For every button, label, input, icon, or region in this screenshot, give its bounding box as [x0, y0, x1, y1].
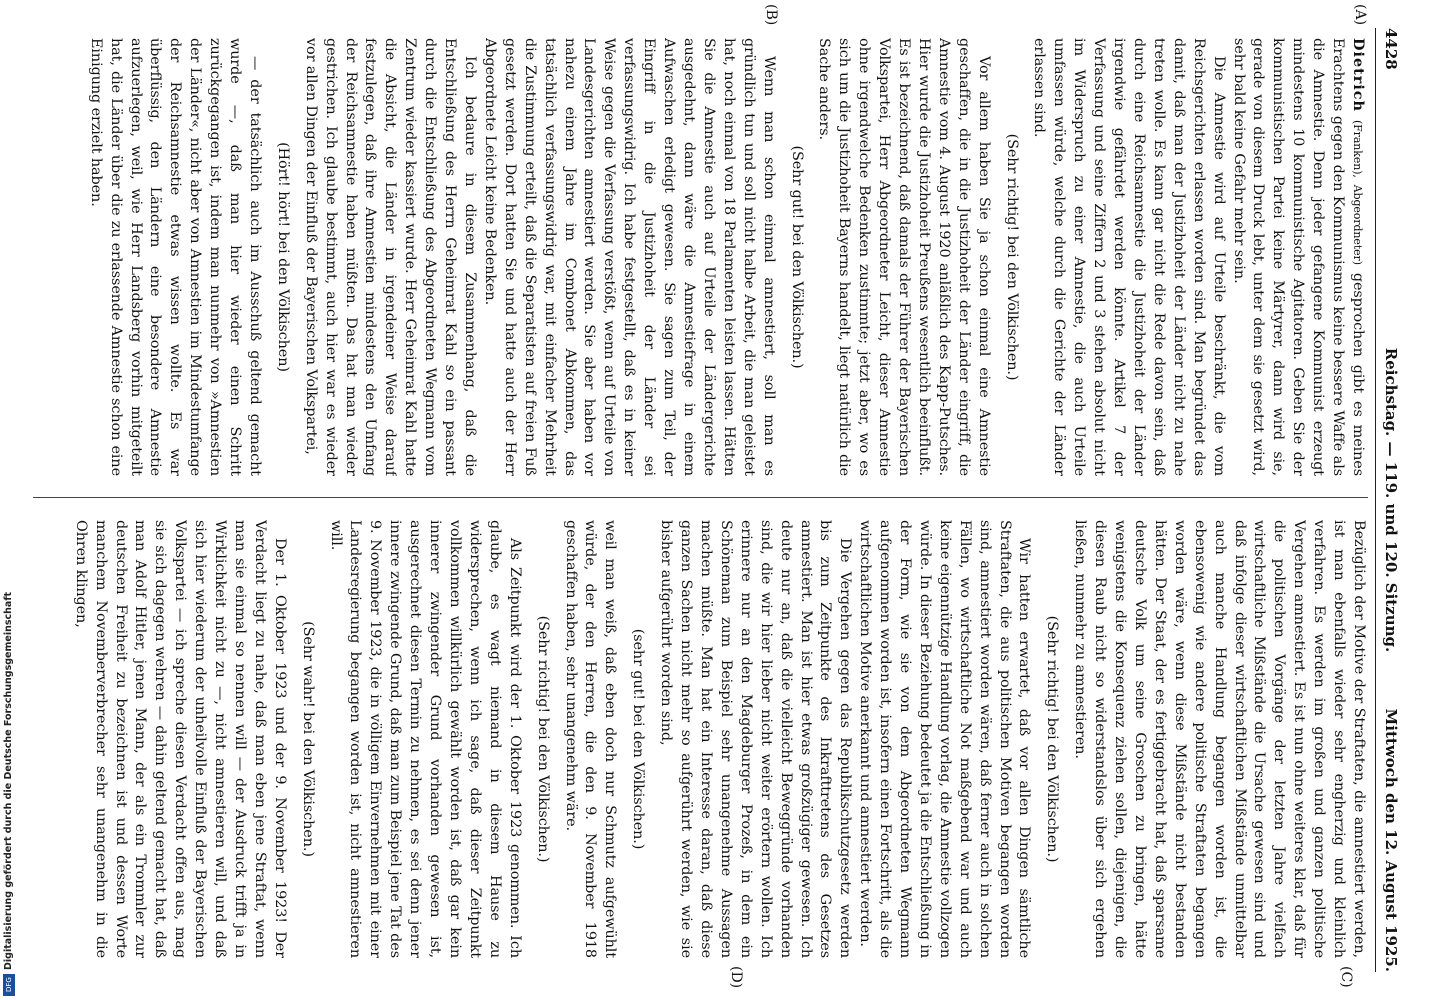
left-column — [38, 38, 1368, 476]
column-divider — [33, 497, 1368, 498]
speaker-name: Dietrich — [1350, 38, 1367, 113]
paragraph: Ich bedaure in diesem Zusammenhang, daß die Entschließung des Herrn Geheimrat Kahl so ein passant durch die Entschließung des Abgeordneten Wegmann vom Zentrum wieder kassiert wurde. Herr Geheimrat Kahl hatte die Absicht, die Länder in irgendeiner Weise darauf festzulegen, daß ihre Amnestien mindestens den Umfang der Reichsamnestie haben müßten. Das hat man wieder gestrichen. Ich glaube bestimmt, auch hier war es wieder vor allen Dingen der Einfluß der Bayerischen Volkspartei, — [302, 38, 479, 476]
paragraph: Als Zeitpunkt wird der 1. Oktober 1923 genommen. Ich glaube, es wagt niemand in diesem Hause zu widersprechen, wenn ich sage, daß dieser Zeitpunkt vollkommen willkürlich gewählt worden ist, daß gar kein innerer zwingender Grund vorhanden gewesen ist, ausgerechnet diesen Termin zu nehmen, es sei denn jener innere zwingende Grund, daß man zum Beispiel jene Tat des 9. November 1923, die in völligem Einvernehmen mit einer Landesregierung begangen worden ist, nicht amnestieren will. — [327, 520, 523, 958]
interjection: (sehr gut! bei den Völkischen.) — [630, 628, 647, 850]
paragraph: Dietrich (Franken), Abgeordneter) gesprochen gibt es meines Erachtens gegen den Kommunismus keine bessere Waffe als die Amnestie. Denn jeder gefangene Kommunist erzeugt mindestens 10 kommunistische Agitatoren. Geben Sie der kommunistischen Partei keine Märtyrer, dann wird sie, gerade von diesem Druck lebt, unter dem sie gesetzt wird, sehr bald keine Gefahr mehr sein. — [1230, 38, 1367, 476]
margin-marker-d: (D) — [728, 966, 744, 989]
interjection: (Sehr richtig! bei den Völkischen.) — [1044, 615, 1061, 863]
paragraph: weil man weiß, daß eben doch nur Schmutz aufgewühlt würde, der den Herren, die den 9. November 1918 geschaffen haben, sehr unangenehm wäre. — [562, 520, 619, 958]
paragraph: Bezüglich der Motive der Straftaten, die amnestiert werden, ist man ebenfalls wieder sehr engherzig und kleinlich verfahren. Es werden im großen und ganzen politische Vergehen amnestiert. Es ist nun ohne weiteres klar, daß für die politischen Vorgänge der letzten Jahre vielfach wirtschaftliche Mißstände die Ursache gewesen sind und daß infolge dieser wirtschaftlichen Mißstände unmittelbar auch manche Handlung begangen worden ist, die ebensowenig wie andere politische Straftaten begangen worden wäre, wenn diese Mißstände nicht bestanden hätten. Der Staat, der es fertiggebracht hat, daß sparsame deutsche Volk um seine Groschen zu bringen, hätte wenigstens die Konsequenz ziehen sollen, diejenigen, die diesen Raub nicht so widerstandslos über sich ergehen ließen, nunmehr zu amnestieren. — [1072, 520, 1367, 958]
header-title: Reichstag. — 119. und 120. Sitzung. — [1382, 347, 1400, 653]
credit-text: Digitalisierung gefördert durch die Deutsche Forschungsgemeinschaft — [3, 592, 14, 970]
digitization-credit — [3, 0, 17, 1000]
right-column — [38, 520, 1368, 958]
interjection: (Sehr richtig! bei den Völkischen.) — [534, 615, 551, 863]
paragraph: Wir hatten erwartet, daß vor allen Dingen sämtliche Straftaten, die aus politischen Motiven begangen worden sind, amnestiert worden wären, daß ferner auch in solchen Fällen, wo wirtschaftliche Not maßgebend war und auch keine eigennützige Handlung vorlag, die Amnestie vollzogen würde. In dieser Beziehung bedeutet ja die Entschließung in der Form, wie sie von dem Abgeordneten Wegmann aufgenommen worden ist, insofern einen Fortschritt, als die wirtschaftlichen Motive anerkannt und amnestiert werden. — [857, 520, 1033, 958]
paragraph: Die Amnestie wird auf Urteile beschränkt, die vom Reichsgerichten erlassen worden sind. Man begründet das damit, daß man der Justizhoheit der Länder nicht zu nahe treten wolle. Es kann gar nicht die Rede davon sein, daß durch eine Reichsamnestie die Justizhoheit der Länder irgendwie gefährdet werden könnte. Artikel 7 der Verfassung und seine Ziffern 2 und 3 stehen absolut nicht im Widerspruch zu einer Amnestie, die auch Urteile umfassen würde, welche durch die Gerichte der Länder erlassen sind. — [1031, 38, 1227, 476]
paragraph: Vor allem haben Sie ja schon einmal eine Amnestie geschaffen, die in die Justizhoheit der Länder eingriff, die Amnestie vom 4. August 1920 anläßlich des Kapp-Putsches. Hier wurde die Justizhoheit Preußens wesentlich beeinflußt. Es ist bezeichnend, daß damals der Führer der Bayerischen Volkspartei, Herr Abgeordneter Leicht, dieser Amnestie ohne irgendwelche Bedenken zustimmte; jetzt aber, wo es sich um die Justizhoheit Bayerns handelt, liegt natürlich die Sache anders. — [816, 38, 992, 476]
margin-marker-c: (C) — [1338, 966, 1354, 988]
margin-marker-a: (A) — [1352, 4, 1368, 26]
header-date: Mittwoch den 12. August 1925. — [1382, 708, 1400, 972]
page-header — [1376, 28, 1400, 972]
paragraph: Die Vergehen gegen das Republikschutzgesetz werden bis zum Zeitpunkte des Inkrafttretens des Gesetzes amnestiert. Man ist hier etwas großzügiger gewesen. Ich deute nur an, daß die vielleicht Beweggründe vorhanden sind, die wir hier lieber nicht weiter erörtern wollen. Ich erinnere nur an den Magdeburger Prozeß, in dem ein Schöneman zum Beispiel sehr unangenehme Aussagen machen müßte. Man hat ein Interesse daran, daß diese ganzen Sachen nicht mehr so aufgerührt werden, wie sie bisher aufgerührt worden sind, — [658, 520, 854, 958]
interjection: (Sehr richtig! bei den Völkischen.) — [1003, 133, 1020, 381]
interjection: (Sehr gut! bei den Völkischen.) — [788, 145, 805, 369]
interjection: (Sehr wahr! bei den Völkischen.) — [299, 621, 316, 857]
paragraph: Wenn man schon einmal amnestiert, soll man es gründlich tun und soll nicht halbe Arbeit, die man geleistet hat, noch einmal von 18 Parlamenten leisten lassen. Hätten Sie die Amnestie auch auf Urteile der Ländergerichte ausgedehnt, dann wäre die Amnestiefrage in einem Aufwaschen erledigt gewesen. Sie sagen zum Teil, der Eingriff in die Justizhoheit der Länder sei verfassungswidrig. Ich habe festgestellt, daß es in keiner Weise gegen die Verfassung verstößt, wenn auf Urteile von Landesgerichten amnestiert werden. Sie aber haben vor nahezu einem Jahre im Combonet Abkommen, das tatsächlich verfassungswidrig war, mit einfacher Mehrheit die Zustimmung erteilt, daß die Separatisten auf freien Fuß gesetzt werden. Dort hatten Sie und hatte auch der Herr Abgeordnete Leicht keine Bedenken. — [481, 38, 777, 476]
margin-marker-b: (B) — [763, 4, 779, 26]
page-number: 4428 — [1382, 28, 1400, 70]
paragraph: Der 1. Oktober 1923 und der 9. November 1923! Der Verdacht liegt zu nahe, daß man eben jene Straftat, wenn man sie einmal so nennen will — der Ausdruck trifft ja in Wirklichkeit nicht zu —, nicht amnestieren will, und daß sich hier wiederum der unheilvolle Einfluß der Bayerischen Volkspartei — ich spreche diesen Verdacht offen aus, mag sie sich dagegen wehren — dahin geltend gemacht hat, daß man Adolf Hitler, jenen Mann, der als ein Trommler zur deutschen Freiheit zu bezeichnen ist und dessen Worte manchem Novemberverbrecher sehr unangenehm in die Ohren klingen, — [72, 520, 288, 958]
dfg-logo: DFG — [3, 974, 15, 996]
speaker-role: (Franken), Abgeordneter) — [1351, 119, 1364, 265]
paragraph: — der tatsächlich auch im Ausschuß geltend gemacht wurde —, daß man hier wieder einen Schritt zurückgegangen ist, indem man nunmehr von »Amnestien der Länder«, nicht aber von Amnestien im Mindestumfange der Reichsamnestie etwas wissen wollte. Es war überflüssig, den Ländern eine besondere Amnestie aufzuerlegen, weil, wie Herr Landsberg vorhin mitgeteilt hat, die Länder über die zu erlassende Amnestie schon eine Einigung erzielt haben. — [87, 38, 263, 476]
header-rule — [1375, 28, 1376, 972]
interjection: (Hört! hört! bei den Völkischen) — [274, 142, 291, 372]
